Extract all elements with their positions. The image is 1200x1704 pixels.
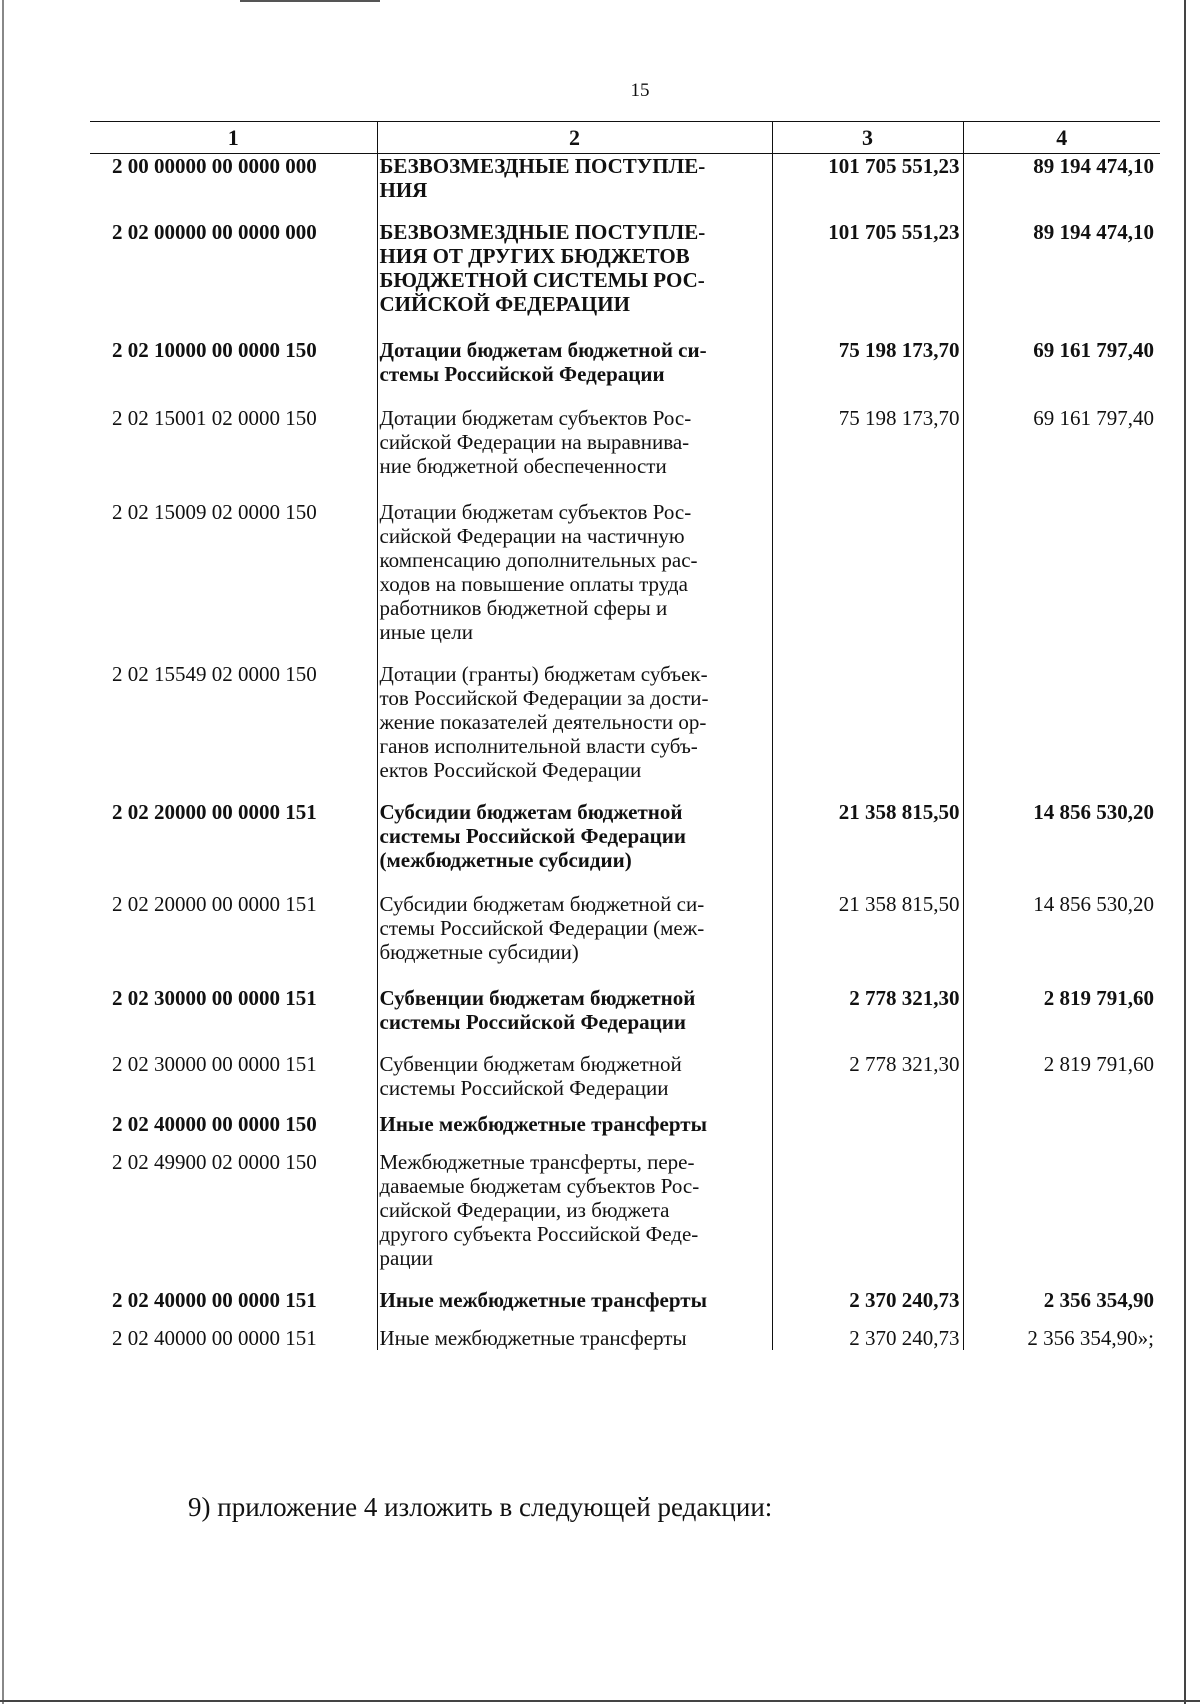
item-name-cell [377,1288,772,1326]
item-name-line: БЕЗВОЗМЕЗДНЫЕ ПОСТУПЛЕ- [379,220,706,244]
item-name-cell [377,220,772,338]
amount-col3-cell: 75 198 173,70 [772,406,963,500]
item-name-line: жение показателей деятельности ор- [379,710,707,734]
item-name-line: ектов Российской Федерации [379,758,642,782]
amount-col4-cell: 69 161 797,40 [1033,338,1154,362]
budget-code-cell: 2 02 20000 00 0000 151 [112,892,317,916]
item-name-line: (межбюджетные субсидии) [379,848,632,872]
item-name-line: Дотации бюджетам субъектов Рос- [379,500,692,524]
item-name-line: стемы Российской Федерации (меж- [379,916,705,940]
item-name-line: Иные межбюджетные трансферты [379,1288,707,1312]
amount-col4-cell [963,662,1160,800]
table-row [90,406,1160,500]
item-name-line: НИЯ ОТ ДРУГИХ БЮДЖЕТОВ [379,244,690,268]
page-number: 15 [630,80,650,101]
item-name-line: БЕЗВОЗМЕЗДНЫЕ ПОСТУПЛЕ- [379,154,706,178]
item-name-cell [377,800,772,892]
item-name-cell [377,1052,772,1112]
table-row [90,500,1160,662]
item-name-line: НИЯ [379,178,428,202]
amount-col4-cell: 89 194 474,10 [1033,220,1154,244]
item-name-cell [377,892,772,986]
item-name-line: сийской Федерации на частичную [379,524,685,548]
amount-col4-cell: 2 356 354,90 [1043,1288,1154,1312]
amount-col4-cell: 2 819 791,60 [1043,1052,1154,1076]
item-name-line: иные цели [379,620,473,644]
amount-col3-cell: 21 358 815,50 [772,800,963,892]
item-name-line: бюджетные субсидии) [379,940,579,964]
item-name-line: работников бюджетной сферы и [379,596,668,620]
table-header-row [90,122,1160,154]
amount-col4-cell: 14 856 530,20 [1033,800,1154,824]
item-name-line: Межбюджетные трансферты, пере- [379,1150,695,1174]
table-row [90,220,1160,338]
item-name-line: сийской Федерации на выравнива- [379,430,690,454]
budget-table [90,121,1160,1350]
budget-code-cell: 2 02 15001 02 0000 150 [112,406,317,430]
item-name-line: Субсидии бюджетам бюджетной си- [379,892,705,916]
item-name-line: тов Российской Федерации за дости- [379,686,709,710]
budget-code-cell: 2 02 30000 00 0000 151 [112,1052,317,1076]
item-name-cell [377,1112,772,1150]
column-header-4: 4 [963,122,1160,154]
item-name-line: даваемые бюджетам субъектов Рос- [379,1174,700,1198]
amount-col4-cell: 89 194 474,10 [1033,154,1154,178]
item-name-line: сийской Федерации, из бюджета [379,1198,670,1222]
budget-code-cell: 2 02 15549 02 0000 150 [112,662,317,686]
item-name-line: ходов на повышение оплаты труда [379,572,688,596]
amount-col3-cell [772,662,963,800]
amount-col4-cell: 14 856 530,20 [1033,892,1154,916]
table-row [90,986,1160,1052]
amount-col4-cell [963,1112,1160,1150]
column-header-3: 3 [772,122,963,154]
item-name-line: Субсидии бюджетам бюджетной [379,800,683,824]
amount-col4-cell [963,1150,1160,1288]
item-name-line: ние бюджетной обеспеченности [379,454,667,478]
scan-edge-right [1184,0,1186,1704]
budget-table-container [90,121,1160,1350]
budget-code-cell: 2 02 15009 02 0000 150 [112,500,317,524]
scan-edge-bottom [0,1700,1200,1702]
item-name-line: Дотации бюджетам субъектов Рос- [379,406,692,430]
item-name-line: системы Российской Федерации [379,1076,669,1100]
table-row [90,1150,1160,1288]
table-body [90,154,1160,1351]
budget-code-cell: 2 02 40000 00 0000 150 [112,1112,317,1136]
budget-code-cell: 2 02 00000 00 0000 000 [112,220,317,244]
table-row [90,1112,1160,1150]
amount-col4-cell: 2 819 791,60 [1043,986,1154,1010]
item-name-cell [377,662,772,800]
table-row [90,1326,1160,1350]
table-row [90,662,1160,800]
amount-col3-cell: 101 705 551,23 [772,154,963,221]
scan-edge-left [2,0,4,1704]
item-name-cell [377,1326,772,1350]
scan-edge-top [240,0,380,2]
amount-col3-cell [772,500,963,662]
item-name-line: системы Российской Федерации [379,824,686,848]
budget-code-cell: 2 02 30000 00 0000 151 [112,986,317,1010]
budget-code-cell: 2 02 49900 02 0000 150 [112,1150,317,1174]
item-name-line: СИЙСКОЙ ФЕДЕРАЦИИ [379,292,630,316]
budget-code-cell: 2 02 20000 00 0000 151 [112,800,317,824]
item-name-line: Дотации (гранты) бюджетам субъек- [379,662,708,686]
table-row [90,892,1160,986]
item-name-line: Иные межбюджетные трансферты [379,1112,707,1136]
item-name-line: Субвенции бюджетам бюджетной [379,986,696,1010]
item-name-line: компенсацию дополнительных рас- [379,548,698,572]
table-row [90,1052,1160,1112]
amount-col3-cell [772,1150,963,1288]
item-name-line: Дотации бюджетам бюджетной си- [379,338,707,362]
column-header-2: 2 [377,122,772,154]
amount-col3-cell: 21 358 815,50 [772,892,963,986]
budget-code-cell: 2 02 40000 00 0000 151 [112,1326,317,1350]
budget-code-cell: 2 02 10000 00 0000 150 [112,338,317,362]
footer-instruction: 9) приложение 4 изложить в следующей редакции: [188,1492,773,1522]
item-name-cell [377,338,772,406]
amount-col4-cell [963,500,1160,662]
amount-col3-cell: 2 778 321,30 [772,986,963,1052]
item-name-cell [377,986,772,1052]
budget-code-cell: 2 02 40000 00 0000 151 [112,1288,317,1312]
item-name-line: рации [379,1246,434,1270]
item-name-cell [377,500,772,662]
column-header-1: 1 [90,122,377,154]
item-name-cell [377,1150,772,1288]
amount-col3-cell: 75 198 173,70 [772,338,963,406]
amount-col3-cell: 2 778 321,30 [772,1052,963,1112]
item-name-cell [377,406,772,500]
amount-col4-cell: 69 161 797,40 [1033,406,1154,430]
amount-col3-cell: 2 370 240,73 [772,1288,963,1326]
item-name-line: стемы Российской Федерации [379,362,665,386]
amount-col4-cell: 2 356 354,90»; [1027,1326,1154,1350]
table-row [90,154,1160,221]
amount-col3-cell [772,1112,963,1150]
item-name-line: ганов исполнительной власти субъ- [379,734,698,758]
amount-col3-cell: 101 705 551,23 [772,220,963,338]
item-name-line: Иные межбюджетные трансферты [379,1326,687,1350]
table-row [90,800,1160,892]
item-name-line: Субвенции бюджетам бюджетной [379,1052,682,1076]
item-name-line: системы Российской Федерации [379,1010,686,1034]
table-row [90,1288,1160,1326]
item-name-cell [377,154,772,221]
item-name-line: другого субъекта Российской Феде- [379,1222,699,1246]
table-row [90,338,1160,406]
amount-col3-cell: 2 370 240,73 [772,1326,963,1350]
item-name-line: БЮДЖЕТНОЙ СИСТЕМЫ РОС- [379,268,705,292]
budget-code-cell: 2 00 00000 00 0000 000 [112,154,317,178]
